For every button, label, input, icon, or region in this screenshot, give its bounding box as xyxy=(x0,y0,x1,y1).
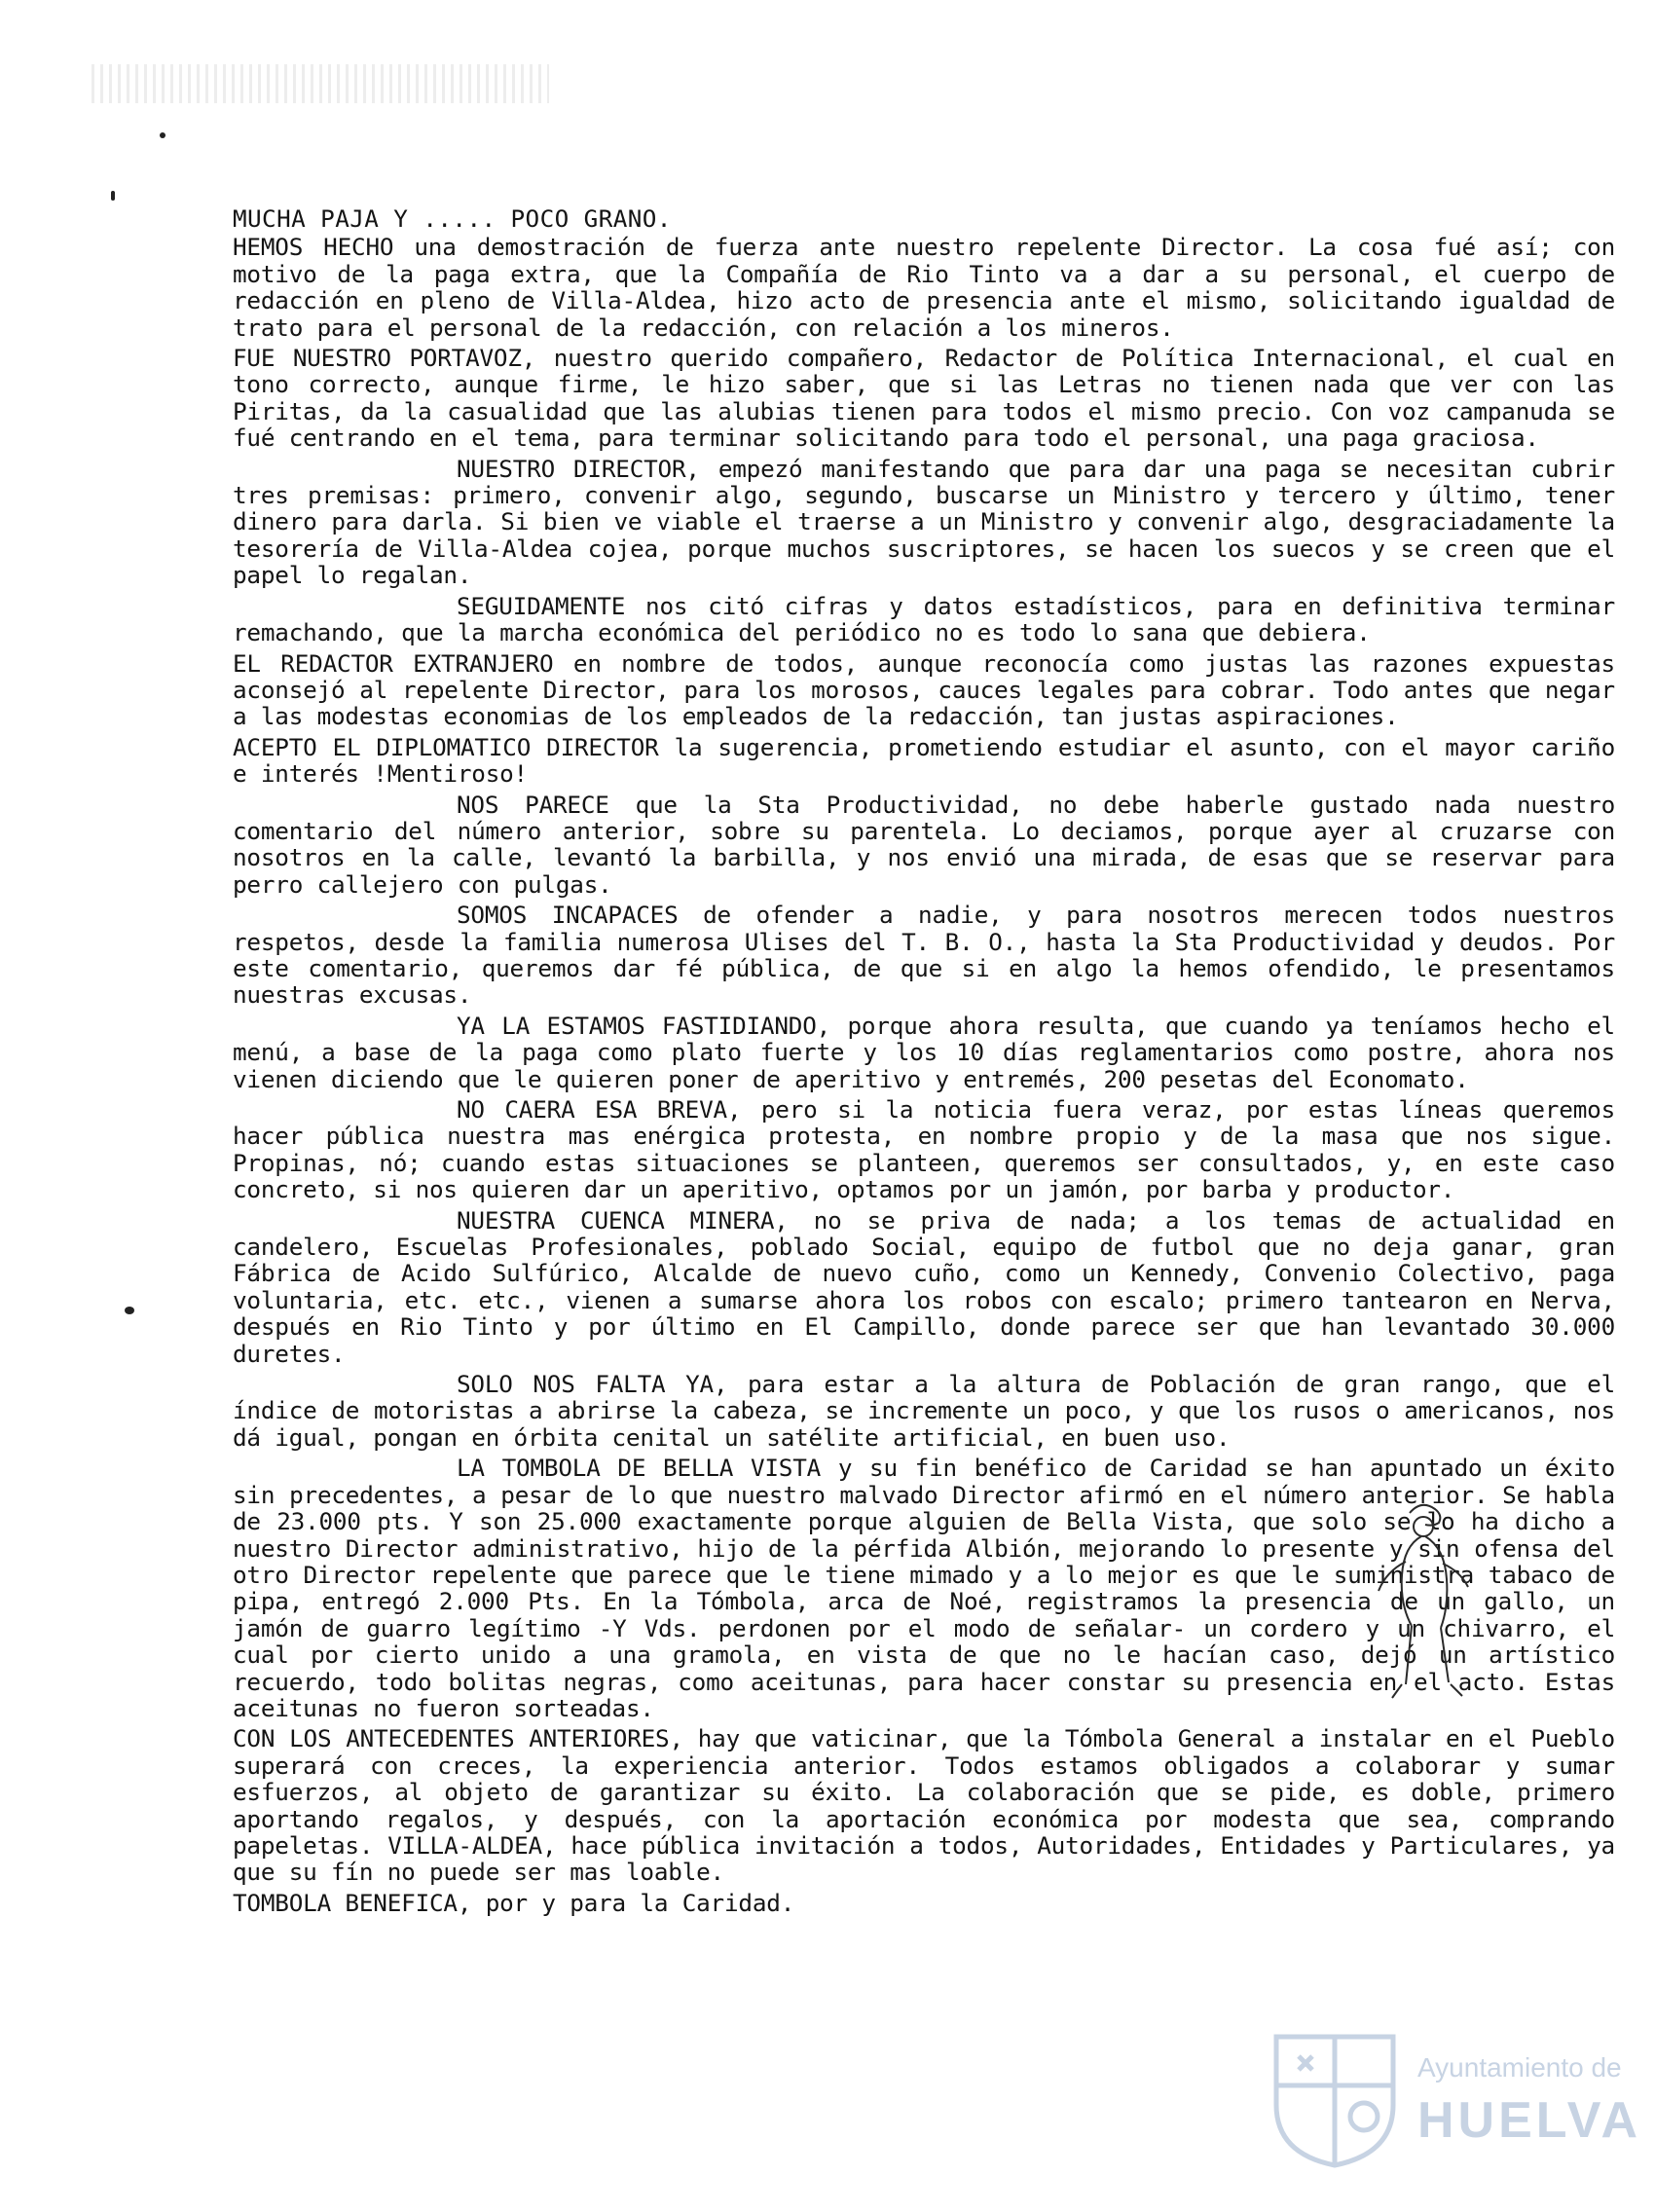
paragraph: HEMOS HECHO una demostración de fuerza ante nuestro repelente Director. La cosa fué así; con motivo de la paga extra, que la Compañía de Rio Tinto va a dar a su personal, el cuerpo de redacción en pleno de Villa-Aldea, hizo acto de presencia ante el mismo, solicitando igualdad de trato para el personal de la redacción, con relación a los mineros. xyxy=(233,233,1615,342)
document-sheet xyxy=(53,45,1615,2167)
paragraph: ACEPTO EL DIPLOMATICO DIRECTOR la sugerencia, prometiendo estudiar el asunto, con el mayor cariño e interés !Mentiroso! xyxy=(233,732,1615,789)
paragraph: NUESTRA CUENCA MINERA, no se priva de nada; a los temas de actualidad en candelero, Escuelas Profesionales, poblado Social, equipo de futbol que no deja ganar, gran Fábrica de Acido Sulfúrico, Alcalde de nuevo cuño, como un Kennedy, Convenio Colectivo, paga voluntaria, etc. etc., vienen a sumarse ahora los robos con escalo; primero tantearon en Nerva, después en Rio Tinto y por último en El Campillo, donde parece ser que han levantado 30.000 duretes. xyxy=(233,1205,1615,1368)
watermark-logo xyxy=(1262,2027,1642,2173)
paragraph: EL REDACTOR EXTRANJERO en nombre de todos, aunque reconocía como justas las razones expuestas aconsejó al repelente Director, para los morosos, cauces legales para cobrar. Todo antes que negar a las modestas economias de los empleados de la redacción, tan justas aspiraciones. xyxy=(233,648,1615,731)
paragraph: NO CAERA ESA BREVA, pero si la noticia fuera veraz, por estas líneas queremos hacer pública nuestra mas enérgica protesta, en nombre propio y de la masa que nos sigue. Propinas, nó; cuando estas situaciones se planteen, queremos ser consultados, y, en este caso concreto, si nos quieren dar un aperitivo, optamos por un jamón, por barba y productor. xyxy=(233,1095,1615,1204)
article-title: MUCHA PAJA Y ..... POCO GRANO. xyxy=(233,204,672,233)
paragraph: SOMOS INCAPACES de ofender a nadie, y para nosotros merecen todos nuestros respetos, desde la familia numerosa Ulises del T. B. O., hasta la Sta Productividad y deudos. Por este comentario, queremos dar fé pública, de que si en algo la hemos ofendido, le presentamos nuestras excusas. xyxy=(233,901,1615,1010)
ink-spot xyxy=(125,1307,134,1314)
closing-line: TOMBOLA BENEFICA, por y para la Caridad. xyxy=(233,1888,795,1917)
paragraph: NUESTRO DIRECTOR, empezó manifestando que para dar una paga se necesitan cubrir tres premisas: primero, convenir algo, segundo, buscarse un Ministro y tercero y último, tener dinero para darla. Si bien ve viable el traerse a un Ministro y convenir algo, desgraciadamente la tesorería de Villa-Aldea cojea, porque muchos suscriptores, se hacen los suecos y se creen que el papel lo regalan. xyxy=(233,454,1615,590)
paragraph: YA LA ESTAMOS FASTIDIANDO, porque ahora resulta, que cuando ya teníamos hecho el menú, a base de la paga como plato fuerte y los 10 días reglamentarios como postre, ahora nos vienen diciendo que le quieren poner de aperitivo y entremés, 200 pesetas del Economato. xyxy=(233,1011,1615,1093)
paragraph: SEGUIDAMENTE nos citó cifras y datos estadísticos, para en definitiva terminar remachando, que la marcha económica del periódico no es todo lo sana que debiera. xyxy=(233,591,1615,647)
watermark-line-1: Ayuntamiento de xyxy=(1417,2052,1622,2083)
figure-sketch-icon xyxy=(1363,1493,1480,1708)
paragraph: CON LOS ANTECEDENTES ANTERIORES, hay que vaticinar, que la Tómbola General a instalar en el Pueblo superará con creces, la experiencia anterior. Todos estamos obligados a colaborar y sumar esfuerzos, al objeto de garantizar su éxito. La colaboración que se pide, es doble, primero aportando regalos, y después, con la aportación económica por modesta que sea, comprando papeletas. VILLA-ALDEA, hace pública invitación a todos, Autoridades, Entidades y Particulares, ya que su fín no puede ser mas loable. xyxy=(233,1724,1615,1887)
paragraph: LA TOMBOLA DE BELLA VISTA y su fin benéfico de Caridad se han apuntado un éxito sin precedentes, a pesar de lo que nuestro malvado Director afirmó en el número anterior. Se habla de 23.000 pts. Y son 25.000 exactamente porque alguien de Bella Vista, que solo se lo ha dicho a nuestro Director administrativo, hijo de la pérfida Albión, mejorando lo presente y sin ofensa del otro Director repelente que parece que le tiene mimado y a lo mejor es que le suministra tabaco de pipa, entregó 2.000 Pts. En la Tómbola, arca de Noé, registramos la presencia de un gallo, un jamón de guarro legítimo -Y Vds. perdonen por el modo de señalar- un cordero y un chivarro, el cual por cierto unido a una gramola, en vista de que no le hacían caso, dejó un artístico recuerdo, todo bolitas negras, como aceitunas, para hacer constar su presencia en el acto. Estas aceitunas no fueron sorteadas. xyxy=(233,1454,1615,1722)
ink-spot xyxy=(160,132,166,138)
ink-spot xyxy=(111,191,115,201)
coat-of-arms-icon xyxy=(1262,2027,1408,2173)
paragraph: NOS PARECE que la Sta Productividad, no debe haberle gustado nada nuestro comentario del número anterior, sobre su parentela. Lo deciamos, porque ayer al cruzarse con nosotros en la calle, levantó la barbilla, y nos envió una mirada, de esas que se reservar para perro callejero con pulgas. xyxy=(233,790,1615,899)
watermark-line-2: HUELVA xyxy=(1417,2092,1642,2149)
paragraph: SOLO NOS FALTA YA, para estar a la altura de Población de gran rango, que el índice de motoristas a abrirse la cabeza, se incremente un poco, y que los rusos o americanos, nos dá igual, pongan en órbita cenital un satélite artificial, en buen uso. xyxy=(233,1370,1615,1452)
paragraph: FUE NUESTRO PORTAVOZ, nuestro querido compañero, Redactor de Política Internacional, el cual en tono correcto, aunque firme, le hizo saber, que si las Letras no tienen nada que ver con las Piritas, da la casualidad que las alubias tienen para todos el mismo precio. Con voz campanuda se fué centrando en el tema, para terminar solicitando para todo el personal, una paga graciosa. xyxy=(233,344,1615,453)
ink-smudge xyxy=(92,64,549,103)
